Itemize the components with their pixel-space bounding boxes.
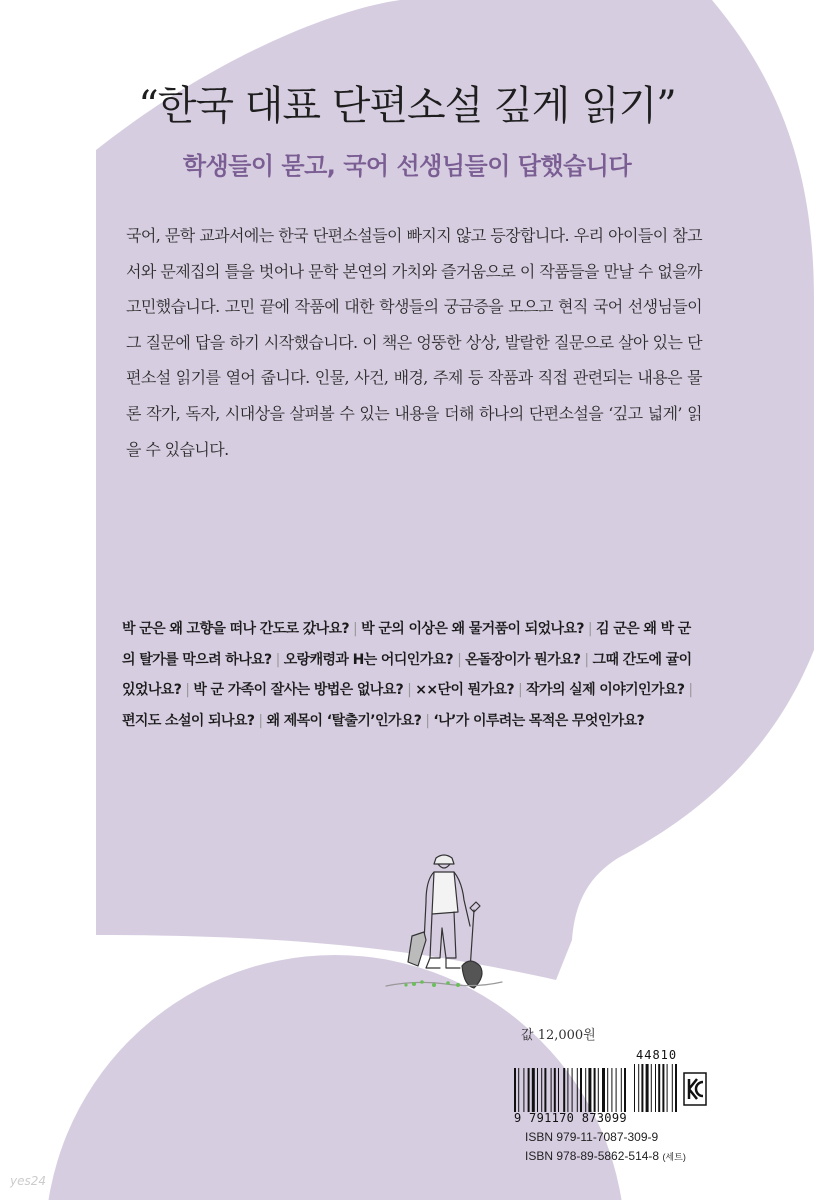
barcode-digits: 9 791170 873099 [514,1111,627,1125]
question-separator: | [517,682,523,698]
isbn-set-number: ISBN 978-89-5862-514-8 [525,1149,660,1163]
question-item: ‘나’가 이루려는 목적은 무엇인가요? [433,712,645,729]
question-separator: | [353,621,358,637]
question-item: ××단이 뭔가요? [415,682,514,698]
question-separator: | [258,712,263,729]
question-item: 그때 간도에 귤이 있었나요? [122,651,692,698]
question-item: 왜 제목이 ‘탈출기’인가요? [266,712,422,729]
description-paragraph: 국어, 문학 교과서에는 한국 단편소설들이 빠지지 않고 등장합니다. 우리 아이들이 참고서와 문제집의 틀을 벗어나 문학 본연의 가치와 즐거움으로 이 작품들을 만날 수 없을까 고민했습니다. 고민 끝에 작품에 대한 학생들의 궁금증을 모으고 현직 국어 선생님들이 그 질문에 답을 하기 시작했습니다. 이 책은 엉뚱한 상상, 발랄한 질문으로 살아 있는 단편소설 읽기를 열어 줍니다. 인물, 사건, 배경, 주제 등 작품과 직접 관련되는 내용은 물론 작가, 독자, 시대상을 살펴볼 수 있는 내용을 더해 하나의 단편소설을 ‘깊고 넓게’ 읽을 수 있습니다. [126,226,702,459]
question-item: 박 군 가족이 잘사는 방법은 없나요? [193,682,404,698]
barcode-addon-digits: 44810 [636,1048,678,1062]
subtitle: 학생들이 묻고, 국어 선생님들이 답했습니다 [182,152,632,180]
question-separator: | [425,712,430,729]
kc-mark-icon [683,1072,707,1106]
price-label: 값 12,000원 [521,1028,596,1043]
page-title: “한국 대표 단편소설 깊게 읽기” [138,83,676,129]
question-item: 박 군의 이상은 왜 물거품이 되었나요? [361,621,584,637]
question-list [122,614,702,736]
watermark: yes24 [10,1174,47,1188]
question-item: 김 군은 왜 박 군의 탈가를 막으려 하나요? [122,621,691,668]
isbn-set-label: (세트) [662,1152,686,1162]
question-item: 오랑캐령과 H는 어디인가요? [283,651,454,668]
question-separator: | [587,621,593,637]
isbn-set [525,1149,686,1163]
isbn-main: ISBN 979-11-7087-309-9 [525,1130,659,1144]
question-separator: | [688,682,693,698]
question-item: 편지도 소설이 되나요? [122,712,255,729]
question-separator: | [457,651,462,668]
question-separator: | [185,682,190,698]
question-item: 박 군은 왜 고향을 떠나 간도로 갔나요? [122,621,350,637]
question-separator: | [584,651,589,668]
barcode-icon [510,1040,710,1140]
question-separator: | [275,651,280,668]
question-item: 온돌장이가 뭔가요? [465,651,581,668]
question-separator: | [407,682,412,698]
question-item: 작가의 실제 이야기인가요? [526,682,685,698]
farmer-illustration-icon [384,848,504,998]
